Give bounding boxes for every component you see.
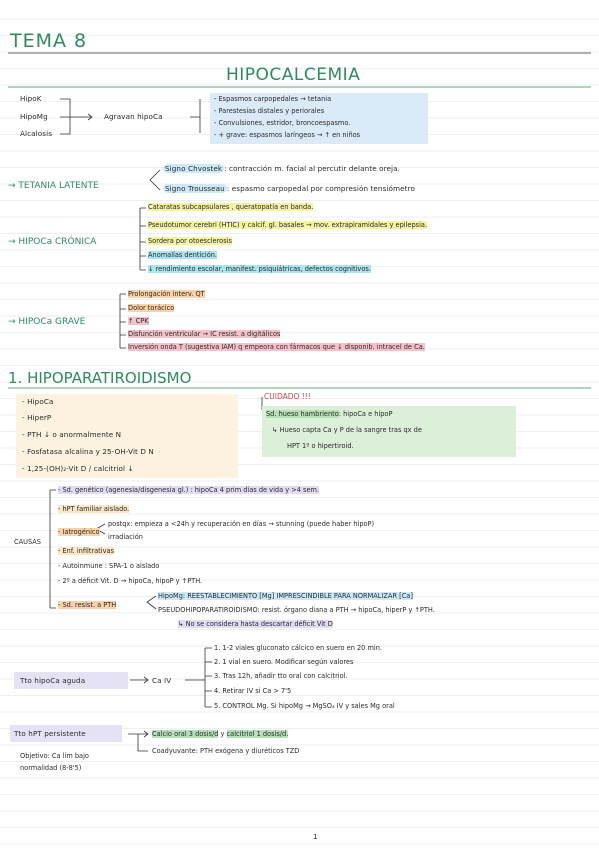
page-number: 1 [313,832,318,841]
tto-step-5: 5. CONTROL Mg. Si hipoMg → MgSO₄ IV y sales Mg oral [214,702,395,710]
tto-persistente-oral: Calcio oral 3 dosis/d y calcitriol 1 dosis/d. [152,730,289,738]
lab-pth: - PTH ↓ o anormalmente N [22,430,122,439]
lab-calcitriol: - 1,25-(OH)₂-Vit D / calcitriol ↓ [22,464,134,473]
iatro-irradiacion: irradiación [108,533,143,541]
tto-step-2: 2. 1 vial en suero. Modificar según valores [214,658,354,666]
tto-persistente-label: Tto hPT persistente [14,729,86,738]
resist-pseudohipo: PSEUDOHIPOPARATIROIDISMO: resist. órgano diana a PTH → hipoCa, hiperP y ↑PTH. [158,606,435,614]
chvostek-text: : contracción m. facial al percutir delante oreja. [224,164,401,173]
grave-item-1: Prolongación interv. QT [128,290,205,298]
tto-aguda-label: Tto hipoCa aguda [20,676,86,685]
lab-fosfatasa: - Fosfatasa alcalina y 25-OH-Vit D N [22,447,154,456]
symptom-3: - Convulsiones, estridor, broncoespasmo. [214,119,351,127]
grave-item-3: ↑ CPK [128,317,149,325]
grave-item-4: Disfunción ventricular → IC resist. a digitálicos [128,330,281,338]
lab-hiperp: - HiperP [22,413,52,422]
cronica-label: → HIPOCa CRÓNICA [8,237,97,247]
trousseau-label: Signo Trousseau [165,184,225,193]
causa-2: - hPT familiar aislado. [58,505,130,513]
section-hipoparatiroidismo-title: 1. HIPOPARATIROIDISMO [8,369,192,387]
cuidado-line-2: ↳ Hueso capta Ca y P de la sangre tras qx de [272,426,422,434]
causa-3: - Iatrogénico [58,528,100,536]
symptom-4: - + grave: espasmos laríngeos → ↑ en niños [214,131,361,139]
tto-coadyuvante: Coadyuvante: PTH exógena y diuréticos TZD [152,747,300,755]
cronica-item-1: Cataratas subcapsulares , queratopatía en banda. [148,203,314,211]
symptom-2: - Parestesias distales y periorales [214,107,325,115]
tetania-latente-label: → TETANIA LATENTE [8,181,99,191]
resist-note: ↳ No se considera hasta descartar déficit Vit D [178,620,333,628]
tto-step-4: 4. Retirar IV si Ca > 7'5 [214,687,292,695]
tto-objetivo: Objetivo: Ca lím bajo normalidad (8-8'5) [20,752,89,772]
iatro-postqx: postqx: empieza a <24h y recuperación en días → stunning (puede haber hipoP) [108,520,375,528]
cronica-item-5: ↓ rendimiento escolar, manifest. psiquiátricas, defectos cognitivos. [148,265,371,273]
tto-step-3: 3. Tras 12h, añadir tto oral con calcitriol. [214,672,348,680]
tto-aguda-route: Ca IV [152,676,172,685]
chvostek-row [163,164,400,173]
grave-label: → HIPOCa GRAVE [8,317,86,327]
tto-step-1: 1. 1-2 viales gluconato cálcico en suero en 20 min. [214,644,382,652]
trousseau-text: : espasmo carpopedal por compresión tensiómetro [226,184,415,193]
tema-number: TEMA 8 [10,30,88,52]
causa-5: - Autoinmune : SPA-1 o aislado [58,562,160,570]
cronica-item-4: Anomalías dentición. [148,251,218,259]
symptom-1: - Espasmos carpopedales → tetania [214,95,332,103]
cronica-item-2: Pseudotumor cerebri (HTIC) y calcif. gl. basales → mov. extrapiramidales y epilepsia. [148,221,428,229]
grave-item-5: Inversión onda T (sugestiva IAM) q empeora con fármacos que ↓ disponib. intracel de Ca. [128,343,425,351]
trousseau-row [163,184,415,193]
page-title: HIPOCALCEMIA [226,65,361,85]
cuidado-line-3: HPT 1º o hipertiroid. [287,442,354,450]
cuidado-label: CUIDADO !!! [264,392,311,401]
cause-hipok: HipoK [20,94,42,103]
lab-hipoca: - HipoCa [22,397,54,406]
grave-item-2: Dolor torácico [128,304,175,312]
causa-6: - 2º a déficit Vit. D → hipoCa, hipoP y ↑PTH. [58,577,203,585]
causa-4: - Enf. infiltrativas [58,547,114,555]
causa-7: - Sd. resist. a PTH [58,601,117,609]
cronica-item-3: Sordera por otoesclerosis [148,237,232,245]
causas-label: CAUSAS [14,538,41,546]
agravan-text: Agravan hipoCa [104,112,163,121]
cause-alcalosis: Alcalosis [20,129,53,138]
chvostek-label: Signo Chvostek [165,164,223,173]
cause-hipomg: HipoMg [20,112,48,121]
resist-hipomg: HipoMg: REESTABLECIMIENTO [Mg] IMPRESCINDIBLE PARA NORMALIZAR [Ca] [158,592,413,600]
causa-1: - Sd. genético (agenesia/disgenesia gl.) : hipoCa 4 prim días de vida y >4 sem. [58,486,320,494]
cuidado-line-1: Sd. hueso hambriento: hipoCa e hipoP [266,410,393,418]
